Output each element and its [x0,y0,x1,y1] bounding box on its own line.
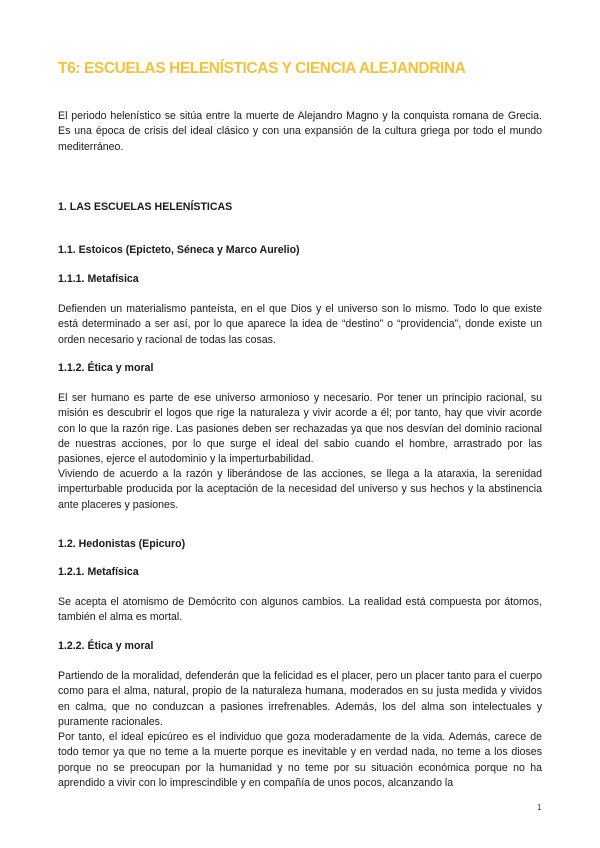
intro-paragraph: El periodo helenístico se sitúa entre la muerte de Alejandro Magno y la conquista romana de Grecia. Es una época de crisis del ideal clásico y con una expansión de la cultura griega por todo el mundo mediterráneo. [58,110,542,153]
paragraph-etica-estoicos-1: El ser humano es parte de ese universo armonioso y necesario. Por tener un principio racional, su misión es descubrir el logos que rige la naturaleza y vivir acorde a él; por tanto, hay que vivir acorde con lo que la razón rige. Las pasiones deben ser rechazadas ya que nos desvían del dominio racional de nuestras acciones, por lo que surge el ideal del sabio cuando el hombre, arrastrado por las pasiones, ejerce el autodominio y la imperturbabilidad. [58,392,542,466]
subsection-heading-1-2-1: 1.2.1. Metafísica [58,566,139,578]
subsection-heading-1-1: 1.1. Estoicos (Epicteto, Séneca y Marco Aurelio) [58,244,300,256]
paragraph-etica-hedonistas-2: Por tanto, el ideal epicúreo es el individuo que goza moderadamente de la vida. Además, carece de todo temor ya que no teme a la muerte porque es inevitable y en verdad nada, no teme a los dioses porque no se preocupan por la humanidad y no teme por su situación económica porque no ha aprendido a vivir con lo imprescindible y en compañía de unos pocos, alcanzando la [58,731,542,789]
paragraph-metafisica-hedonistas: Se acepta el atomismo de Demócrito con algunos cambios. La realidad está compuesta por átomos, también el alma es mortal. [58,596,542,624]
paragraph-etica-hedonistas-1: Partiendo de la moralidad, defenderán que la felicidad es el placer, pero un placer tanto para el cuerpo como para el alma, natural, propio de la naturaleza humana, moderados en su justa medida y vividos en calma, que no conduzcan a pasiones irrefrenables. Además, los del alma son intelectuales y puramente racionales. [58,670,542,728]
paragraph-etica-estoicos-2: Viviendo de acuerdo a la razón y liberándose de las acciones, se llega a la ataraxia, la serenidad imperturbable producida por la aceptación de la necesidad del universo y sus hechos y la abstinencia ante placeres y pasiones. [58,468,542,511]
page-number: 1 [537,803,542,812]
document-title: T6: ESCUELAS HELENÍSTICAS Y CIENCIA ALEJANDRINA [58,60,466,77]
section-heading-1: 1. LAS ESCUELAS HELENÍSTICAS [58,201,233,213]
subsection-heading-1-1-2: 1.1.2. Ética y moral [58,362,154,374]
subsection-heading-1-1-1: 1.1.1. Metafísica [58,273,139,285]
subsection-heading-1-2-2: 1.2.2. Ética y moral [58,640,154,652]
subsection-heading-1-2: 1.2. Hedonistas (Epicuro) [58,538,186,550]
paragraph-metafisica-estoicos: Defienden un materialismo panteísta, en el que Dios y el universo son lo mismo. Todo lo que existe está determinado a ser así, por lo que aparece la idea de “destino” o “providencia”, donde existe un orden necesario y racional de todas las cosas. [58,303,542,346]
